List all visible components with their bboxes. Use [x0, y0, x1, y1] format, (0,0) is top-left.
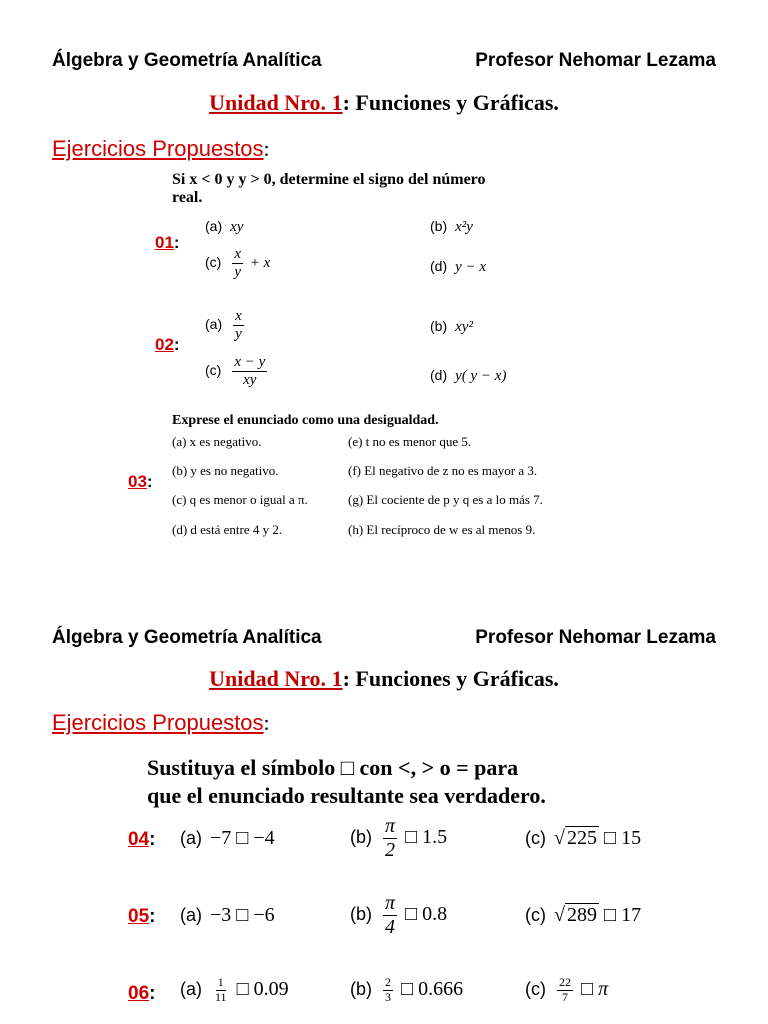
- exercises-heading-text-2: Ejercicios Propuestos: [52, 710, 264, 735]
- ex02-a-denominator: y: [235, 326, 242, 343]
- intro-line-2: real.: [172, 189, 203, 206]
- ex02-a: [205, 308, 247, 344]
- exercises-heading-colon: :: [263, 136, 270, 161]
- ex05-b: [350, 892, 447, 939]
- unit-number: Unidad Nro. 1: [209, 90, 343, 115]
- unit-name-2: : Funciones y Gráficas.: [342, 666, 559, 691]
- ex05-c-radicand: 289: [566, 904, 597, 926]
- ex02-a-label: (a): [205, 316, 223, 333]
- ex05-b-denominator: 4: [385, 916, 396, 938]
- ex01-a-expr: xy: [230, 219, 244, 235]
- intro2-line-2: que el enunciado resultante sea verdadero.: [147, 783, 546, 808]
- exercise-04-number: [128, 829, 155, 851]
- ex05-a: [180, 904, 275, 927]
- ex06-a-rest: □ 0.09: [236, 977, 289, 1000]
- ex03-a: (a) x es negativo.: [172, 434, 262, 449]
- ex02-c: [205, 354, 270, 390]
- ex06-a-denominator: 11: [215, 989, 227, 1004]
- ex05-b-rest: □ 0.8: [405, 903, 448, 926]
- exercises-heading: [52, 136, 270, 162]
- ex03-e: (e) t no es menor que 5.: [348, 434, 472, 449]
- ex02-d-label: (d): [430, 367, 448, 383]
- ex05-c: (c) √ 289 □ 17: [525, 904, 642, 926]
- exercises-heading-2: [52, 710, 270, 736]
- exercise-02-label: 02: [155, 335, 174, 354]
- exercise-02-number: [155, 335, 180, 355]
- ex01-a: [205, 218, 243, 236]
- ex01-b-expr: x²y: [455, 219, 473, 235]
- ex06-c-numerator: 22: [559, 975, 571, 989]
- exercise-03-colon: :: [146, 472, 153, 491]
- ex06-b-label: (b): [350, 978, 372, 999]
- ex03-b: (b) y es no negativo.: [172, 463, 279, 478]
- ex04-c: (c) √ 225 □ 15: [525, 827, 642, 849]
- ex04-c-label: (c): [525, 828, 546, 848]
- ex01-c-rest: + x: [249, 255, 271, 272]
- ex04-a-label: (a): [180, 828, 202, 848]
- ex03-title: Exprese el enunciado como una desigualdad.: [172, 413, 439, 428]
- exercise-01-colon: :: [173, 233, 180, 252]
- ex02-c-numerator: x − y: [232, 354, 267, 372]
- unit-name: : Funciones y Gráficas.: [342, 90, 559, 115]
- ex01-b: [430, 218, 473, 236]
- ex06-c-label: (c): [525, 978, 546, 999]
- ex03-f: (f) El negativo de z no es mayor a 3.: [348, 463, 538, 478]
- intro2-line-1: Sustituya el símbolo □ con <, > o = para: [147, 755, 519, 780]
- ex06-a-label: (a): [180, 978, 202, 999]
- ex02-c-label: (c): [205, 362, 222, 379]
- course-title: Álgebra y Geometría Analítica: [52, 50, 322, 71]
- ex02-c-denominator: xy: [243, 372, 257, 389]
- ex05-b-label: (b): [350, 904, 372, 925]
- ex04-b-rest: □ 1.5: [405, 826, 448, 849]
- ex06-c-denominator: 7: [562, 989, 568, 1004]
- ex01-c-label: (c): [205, 254, 222, 271]
- ex01-d-label: (d): [430, 258, 448, 274]
- professor-name-2: Profesor Nehomar Lezama: [475, 627, 716, 648]
- exercise-02-colon: :: [173, 335, 180, 354]
- exercise-06-label: 06: [128, 983, 150, 1004]
- ex01-c-numerator: x: [232, 246, 243, 264]
- unit-title: [0, 90, 768, 116]
- exercise-05-colon: :: [149, 906, 156, 927]
- ex02-d: [430, 367, 506, 385]
- ex04-b-denominator: 2: [385, 839, 396, 861]
- intro-line-1: Si x < 0 y y > 0, determine el signo del número: [172, 171, 486, 188]
- ex01-d: [430, 258, 486, 276]
- exercise-06-colon: :: [149, 983, 156, 1004]
- ex02-b: [430, 318, 473, 336]
- ex06-a: [180, 976, 289, 1005]
- ex05-c-label: (c): [525, 905, 546, 925]
- ex04-b: [350, 815, 447, 862]
- ex01-b-label: (b): [430, 218, 448, 234]
- ex01-a-label: (a): [205, 218, 223, 234]
- exercise-03-number: [128, 472, 153, 492]
- exercises-heading-colon-2: :: [263, 710, 270, 735]
- page1-header: [52, 50, 716, 72]
- ex05-a-expr: −3 □ −6: [210, 904, 275, 926]
- ex05-a-label: (a): [180, 905, 202, 925]
- ex02-b-expr: xy²: [455, 319, 473, 335]
- exercise-05-number: [128, 906, 155, 928]
- ex06-c: [525, 976, 608, 1005]
- exercise-05-label: 05: [128, 906, 150, 927]
- exercise-01-label: 01: [155, 233, 174, 252]
- page2-header: [52, 627, 716, 649]
- ex03-g: (g) El cociente de p y q es a lo más 7.: [348, 492, 543, 507]
- exercise-06-number: [128, 983, 155, 1005]
- unit-number-2: Unidad Nro. 1: [209, 666, 343, 691]
- ex06-b: [350, 976, 463, 1005]
- course-title-2: Álgebra y Geometría Analítica: [52, 627, 322, 648]
- ex03-d: (d) d está entre 4 y 2.: [172, 522, 283, 537]
- ex06-b-numerator: 2: [385, 975, 391, 989]
- exercises-heading-text: Ejercicios Propuestos: [52, 136, 264, 161]
- unit-title-2: [0, 666, 768, 692]
- ex04-a-expr: −7 □ −4: [210, 827, 275, 849]
- ex04-c-radicand: 225: [566, 827, 597, 849]
- professor-name: Profesor Nehomar Lezama: [475, 50, 716, 71]
- ex06-b-rest: □ 0.666: [401, 977, 464, 1000]
- ex03-h: (h) El recíproco de w es al menos 9.: [348, 522, 536, 537]
- ex01-c: [205, 246, 270, 282]
- ex02-a-numerator: x: [233, 308, 244, 326]
- exercise-01-number: [155, 233, 180, 253]
- ex01-c-denominator: y: [234, 264, 241, 281]
- ex06-c-rest: □ π: [581, 977, 609, 1000]
- ex04-a: [180, 827, 275, 850]
- ex05-b-numerator: π: [385, 892, 396, 914]
- ex04-b-label: (b): [350, 827, 372, 848]
- ex04-c-rest: □ 15: [603, 827, 642, 849]
- ex05-c-rest: □ 17: [603, 904, 642, 926]
- ex02-b-label: (b): [430, 318, 448, 334]
- ex06-a-numerator: 1: [217, 975, 224, 989]
- ex06-b-denominator: 3: [385, 989, 391, 1004]
- ex01-d-expr: y − x: [455, 259, 487, 275]
- ex03-c: (c) q es menor o igual a π.: [172, 492, 308, 507]
- ex02-d-expr: y( y − x): [455, 368, 507, 384]
- exercise-03-label: 03: [128, 472, 147, 491]
- exercise-04-colon: :: [149, 829, 156, 850]
- ex04-b-numerator: π: [385, 815, 396, 837]
- exercise-04-label: 04: [128, 829, 150, 850]
